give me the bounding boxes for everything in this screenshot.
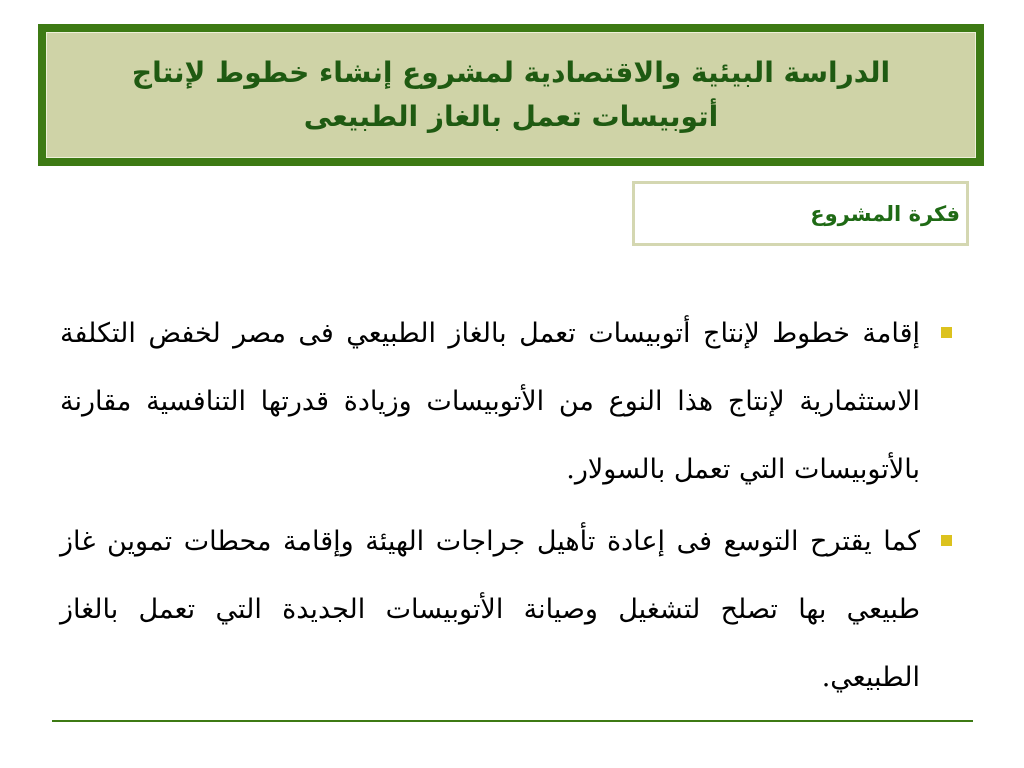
title-frame bbox=[38, 24, 984, 166]
bullet-square-icon bbox=[941, 535, 952, 546]
bullet-item bbox=[60, 300, 960, 504]
slide-title: الدراسة البيئية والاقتصادية لمشروع إنشاء خطوط لإنتاج أتوبيسات تعمل بالغاز الطبيعى bbox=[131, 56, 891, 133]
bullet-list bbox=[60, 300, 960, 716]
bullet-square-icon bbox=[941, 327, 952, 338]
title-panel bbox=[46, 32, 976, 158]
bullet-item bbox=[60, 508, 960, 712]
bullet-text: كما يقترح التوسع فى إعادة تأهيل جراجات الهيئة وإقامة محطات تموين غاز طبيعي بها تصلح لتشغيل وصيانة الأتوبيسات الجديدة التي تعمل بالغاز الطبيعي. bbox=[60, 526, 920, 693]
section-heading: فكرة المشروع bbox=[810, 201, 960, 226]
bullet-text: إقامة خطوط لإنتاج أتوبيسات تعمل بالغاز الطبيعي فى مصر لخفض التكلفة الاستثمارية لإنتاج هذا النوع من الأتوبيسات وزيادة قدرتها التنافسية مقارنة بالأتوبيسات التي تعمل بالسولار. bbox=[60, 318, 920, 485]
subtitle-box bbox=[632, 181, 969, 246]
bottom-divider bbox=[52, 720, 973, 722]
